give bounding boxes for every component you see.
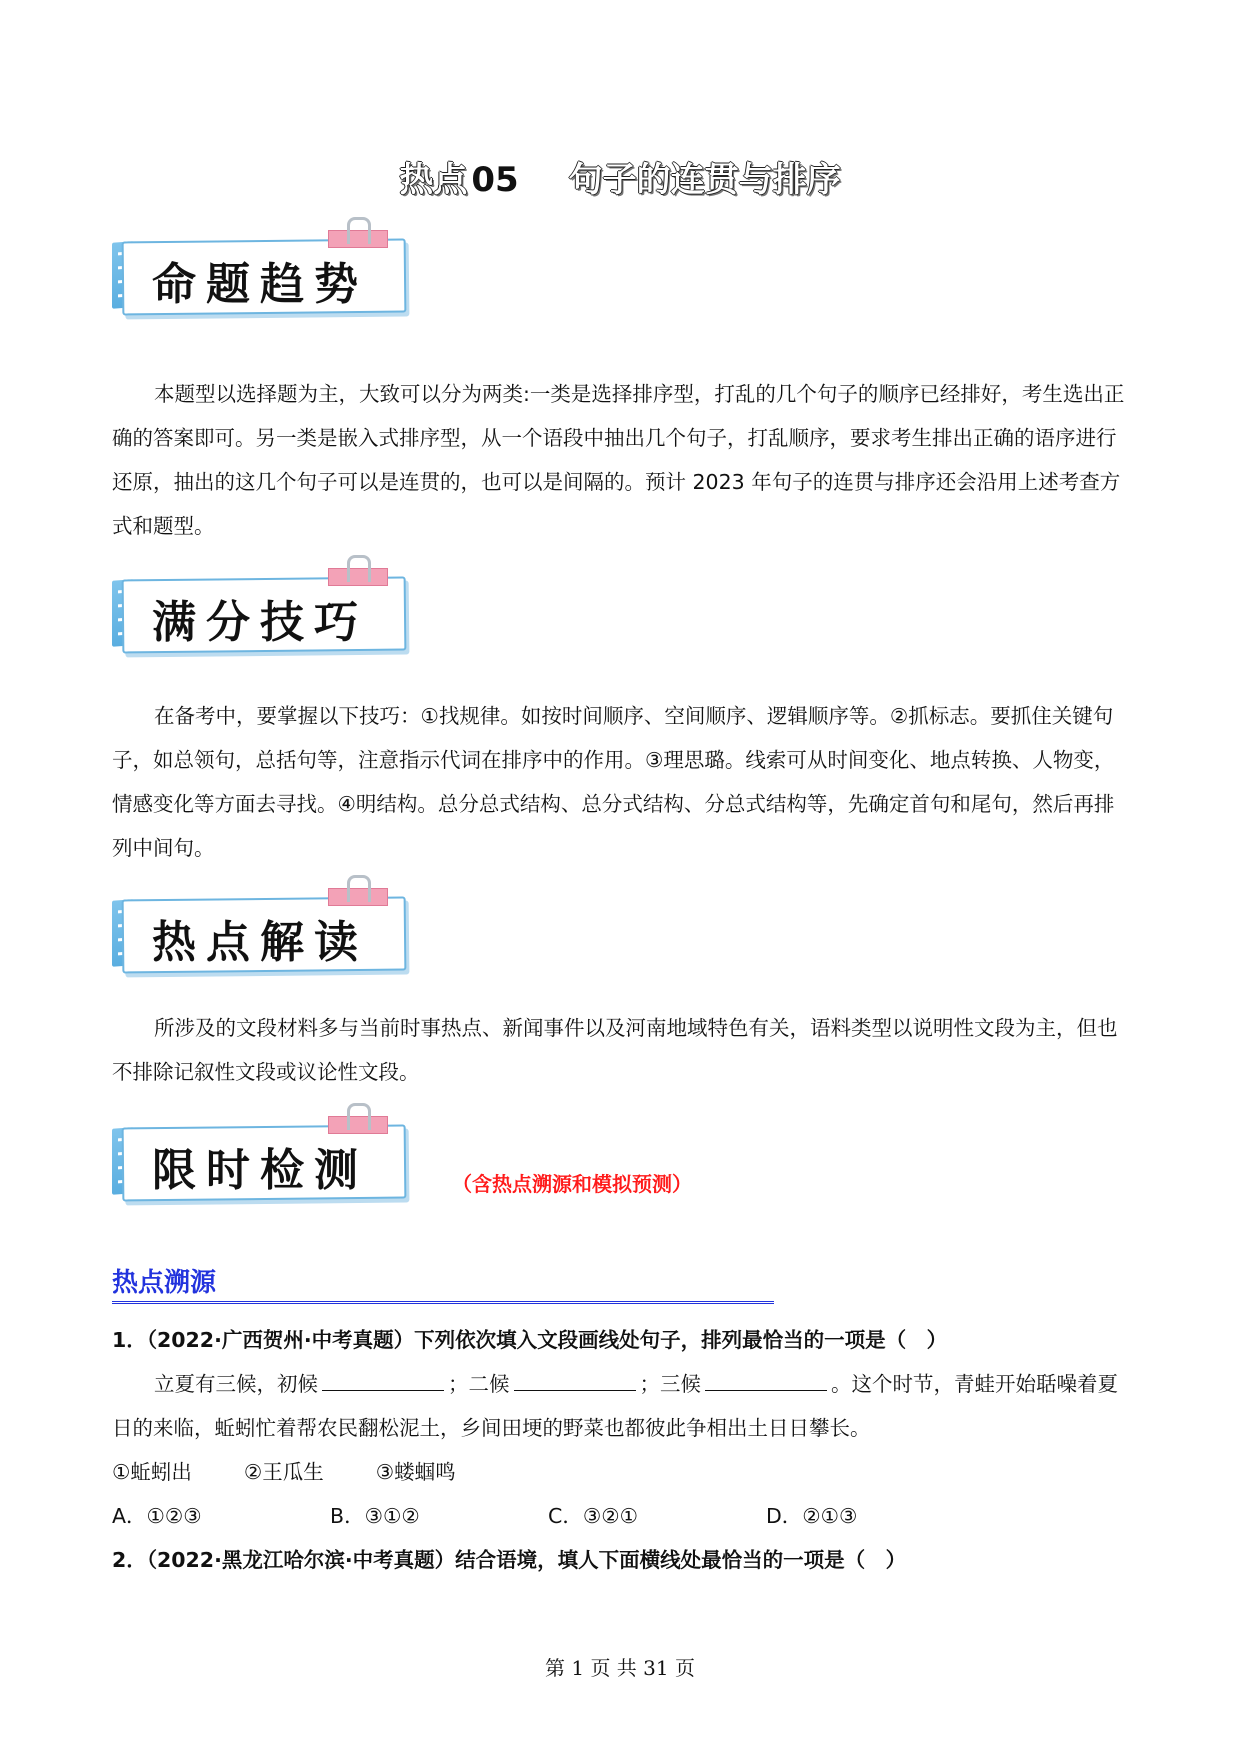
- section-interpretation-body: [112, 1006, 1128, 1094]
- blank-line: [322, 1368, 444, 1391]
- passage-text: 。这个时节，青蛙开始聒噪着夏日的来临，蚯蚓忙着帮农民翻松泥土，乡间田埂的野菜也都彼此争相出土日日攀长。: [112, 1372, 1118, 1440]
- blank-line: [705, 1368, 827, 1391]
- banner-label: 命题趋势: [152, 259, 368, 310]
- question-1-passage: [112, 1362, 1128, 1450]
- question-1-heading: [112, 1318, 1128, 1362]
- question-number: 2．: [112, 1548, 147, 1572]
- banner-label: 限时检测: [152, 1145, 368, 1196]
- question-stem: 下列依次填入文段画线处句子，排列最恰当的一项是（ ）: [414, 1328, 948, 1352]
- questions: [112, 1318, 1128, 1582]
- page-title: [0, 152, 1240, 201]
- paper-clip-icon: [328, 888, 388, 906]
- banner-trend: [112, 228, 408, 312]
- banner-skills: [112, 566, 408, 650]
- title-text: 句子的连贯与排序: [568, 160, 841, 200]
- section-skills-body: [112, 694, 1128, 870]
- choice-a[interactable]: A．①②③: [112, 1504, 202, 1528]
- banner-label: 满分技巧: [152, 597, 368, 648]
- paper-clip-icon: [328, 568, 388, 586]
- item: ①蚯蚓出: [112, 1460, 192, 1484]
- paper-clip-icon: [328, 1116, 388, 1134]
- title-number: 05: [471, 160, 519, 200]
- choice-b[interactable]: B．③①②: [330, 1504, 420, 1528]
- paragraph: 在备考中，要掌握以下技巧：①找规律。如按时间顺序、空间顺序、逻辑顺序等。②抓标志。要抓住关键句子，如总领句，总括句等，注意指示代词在排序中的作用。③理思璐。线索可从时间变化、地点转换、人物变，情感变化等方面去寻找。④明结构。总分总式结构、总分式结构、分总式结构等，先确定首句和尾句，然后再排列中间句。: [112, 704, 1115, 860]
- banner-interpretation: [112, 886, 408, 970]
- banner-label: 热点解读: [152, 917, 368, 968]
- section-trend-body: [112, 372, 1128, 548]
- item: ③蝼蝈鸣: [375, 1460, 456, 1484]
- question-2-heading: [112, 1538, 1128, 1582]
- question-number: 1．: [112, 1328, 147, 1352]
- question-1-items: [112, 1450, 1128, 1494]
- question-1-choices: [112, 1494, 1128, 1538]
- passage-text: ；二候: [448, 1372, 510, 1396]
- passage-text: 立夏有三候，初候: [154, 1372, 318, 1396]
- paper-clip-icon: [328, 230, 388, 248]
- page-footer: 第 1 页 共 31 页: [545, 1656, 695, 1680]
- title-prefix: 热点: [399, 160, 468, 200]
- blank-line: [514, 1368, 636, 1391]
- passage-text: ；三候: [639, 1372, 701, 1396]
- choice-c[interactable]: C．③②①: [548, 1504, 638, 1528]
- section-note: （含热点溯源和模拟预测）: [452, 1172, 692, 1196]
- banner-timed-test: [112, 1114, 408, 1198]
- paragraph: 本题型以选择题为主，大致可以分为两类:一类是选择排序型，打乱的几个句子的顺序已经排好，考生选出正确的答案即可。另一类是嵌入式排序型，从一个语段中抽出几个句子，打乱顺序，要求考生排出正确的语序进行还原，抽出的这几个句子可以是连贯的，也可以是间隔的。预计 2023 年句子的连贯与排序还会沿用上述考查方式和题型。: [112, 382, 1125, 538]
- item: ②王瓜生: [243, 1460, 324, 1484]
- question-stem: 结合语境，填人下面横线处最恰当的一项是（ ）: [455, 1548, 907, 1572]
- subsection-hotspot-source-link[interactable]: 热点溯源: [112, 1262, 774, 1304]
- paragraph: 所涉及的文段材料多与当前时事热点、新闻事件以及河南地域特色有关，语料类型以说明性文段为主，但也不排除记叙性文段或议论性文段。: [112, 1016, 1118, 1084]
- question-source: （2022·黑龙江哈尔滨·中考真题）: [146, 1548, 456, 1572]
- question-source: （2022·广西贺州·中考真题）: [146, 1328, 415, 1352]
- choice-d[interactable]: D．②①③: [766, 1504, 858, 1528]
